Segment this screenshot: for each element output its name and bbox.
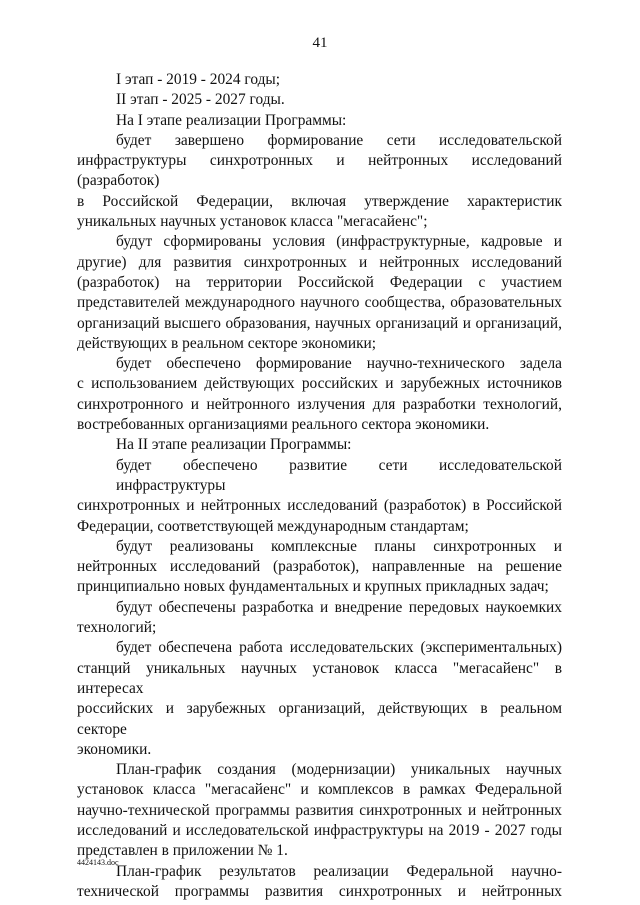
text-line: будет завершено формирование сети исследовательской <box>116 131 562 149</box>
text-line: будут реализованы комплексные планы синхротронных и <box>116 537 562 555</box>
text-line: представителей международного научного сообщества, образовательных <box>77 294 562 312</box>
text-line: будет обеспечена работа исследовательских (экспериментальных) <box>116 639 562 657</box>
text-line: экономики. <box>77 740 152 758</box>
text-line: российских и зарубежных организаций, действующих в реальном секторе <box>77 700 562 738</box>
text-line: научно-технической программы развития синхротронных и нейтронных <box>77 801 562 819</box>
text-line: будут сформированы условия (инфраструктурные, кадровые и <box>116 233 562 251</box>
text-line: План-график результатов реализации Федеральной научно- <box>116 862 562 880</box>
footer-filename: 4424143.doc <box>77 858 119 867</box>
text-line: На II этапе реализации Программы: <box>116 436 352 454</box>
text-line: представлен в приложении № 1. <box>77 842 288 860</box>
text-line: уникальных научных установок класса "мегасайенс"; <box>77 213 428 231</box>
text-line: технической программы развития синхротронных и нейтронных <box>77 882 562 900</box>
text-line: Федерации, соответствующей международным стандартам; <box>77 517 469 535</box>
text-line: II этап - 2025 - 2027 годы. <box>116 91 285 109</box>
text-line: с использованием действующих российских и зарубежных источников <box>77 375 562 393</box>
text-line: будут обеспечены разработка и внедрение передовых наукоемких <box>116 598 562 616</box>
text-line: установок класса "мегасайенс" и комплексов в рамках Федеральной <box>77 781 562 799</box>
text-line: востребованных организациями реального сектора экономики. <box>77 416 490 434</box>
text-line: организаций высшего образования, научных организаций и организаций, <box>77 314 562 332</box>
document-body <box>77 70 562 902</box>
text-line: На I этапе реализации Программы: <box>116 111 347 129</box>
text-line: План-график создания (модернизации) уникальных научных <box>116 761 562 779</box>
text-line: синхротронных и нейтронных исследований (разработок) в Российской <box>77 497 562 515</box>
text-line: инфраструктуры синхротронных и нейтронных исследований (разработок) <box>77 152 562 190</box>
text-line: будет обеспечено развитие сети исследовательской инфраструктуры <box>116 456 562 494</box>
text-line: будет обеспечено формирование научно-технического задела <box>116 355 562 373</box>
text-line: (разработок) на территории Российской Федерации с участием <box>77 273 562 291</box>
text-line: принципиально новых фундаментальных и крупных прикладных задач; <box>77 578 549 596</box>
text-line: исследований и исследовательской инфраструктуры на 2019 - 2027 годы <box>77 821 562 839</box>
text-line: станций уникальных научных установок класса "мегасайенс" в интересах <box>77 659 562 697</box>
text-line: технологий; <box>77 619 157 637</box>
text-line: нейтронных исследований (разработок), направленные на решение <box>77 558 562 576</box>
text-line: синхротронного и нейтронного излучения для разработки технологий, <box>77 395 562 413</box>
text-line: I этап - 2019 - 2024 годы; <box>116 71 281 88</box>
text-line: другие) для развития синхротронных и нейтронных исследований <box>77 253 562 271</box>
text-line: действующих в реальном секторе экономики; <box>77 334 377 352</box>
text-line: в Российской Федерации, включая утверждение характеристик <box>77 192 562 210</box>
page-number: 41 <box>312 35 328 51</box>
